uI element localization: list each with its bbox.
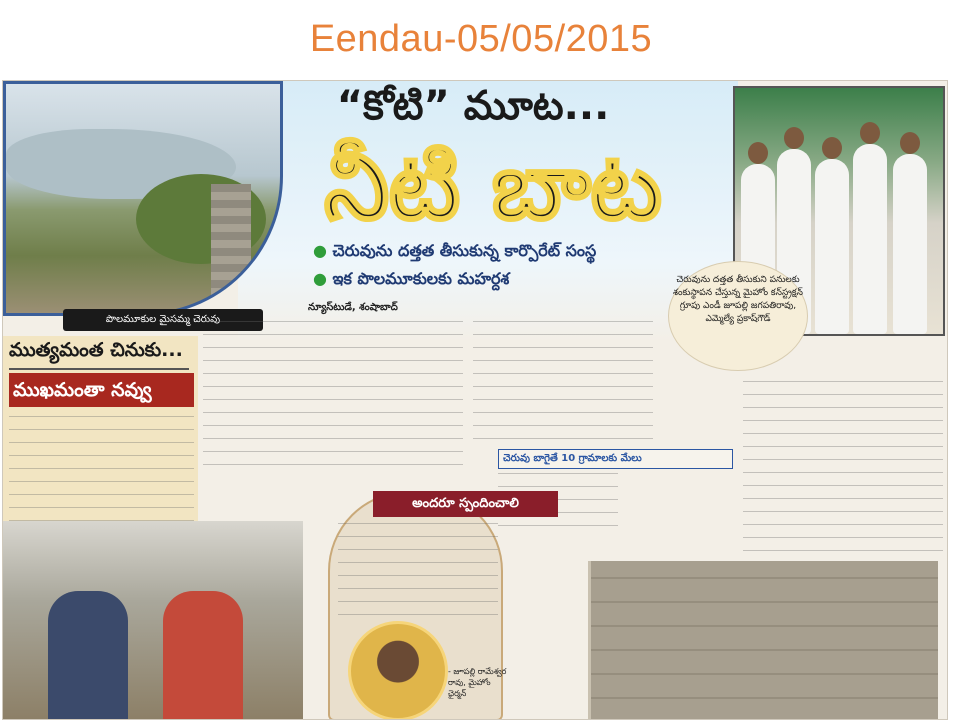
article-text-column-1 bbox=[203, 321, 463, 471]
ruins-photo bbox=[588, 561, 938, 720]
article-byline: న్యూస్‌టుడే, శంషాబాద్ bbox=[308, 302, 398, 313]
side-box-title-2: ముఖమంతా నవ్వు bbox=[9, 373, 194, 407]
headline-small: “కోటి” మూట... bbox=[336, 83, 610, 129]
child-figure bbox=[163, 591, 243, 720]
lake-photo bbox=[3, 81, 283, 316]
person-figure bbox=[815, 159, 849, 334]
person-figure bbox=[893, 154, 927, 334]
lake-photo-caption: పొలమూకుల మైసమ్మ చెరువు bbox=[63, 309, 263, 331]
side-box-text bbox=[9, 416, 194, 521]
side-box-title-1: ముత్యమంత చినుకు... bbox=[9, 339, 189, 370]
officials-photo-caption: చెరువును దత్తత తీసుకుని పనులకు శంకుస్థాపన చేస్తున్న మైహోం కన్‌స్ట్రక్షన్ గ్రూపు ఎండీ జూపల్లి జగపతిరావు, ఎమ్మెల్యే ప్రకాష్‌గౌడ్ bbox=[668, 261, 808, 371]
child-figure bbox=[48, 591, 128, 720]
lake-stone-wall bbox=[211, 184, 251, 304]
headline-bullet-1: ● చెరువును దత్తత తీసుకున్న కార్పొరేట్ సంస్థ bbox=[313, 241, 713, 264]
person-figure bbox=[853, 144, 887, 334]
children-photo bbox=[3, 521, 303, 720]
page-header-title: Eendau-05/05/2015 bbox=[309, 18, 653, 60]
article-text-column-2 bbox=[473, 321, 653, 441]
subhead-water: చెరువు బాగైతే 10 గ్రామాలకు మేలు bbox=[498, 449, 733, 469]
subhead-all-respond: అందరూ స్పందించాలి bbox=[373, 491, 558, 517]
portrait-photo bbox=[348, 621, 448, 720]
headline-big: నీటి బాట bbox=[324, 133, 662, 240]
newspaper-clipping bbox=[2, 80, 948, 720]
portrait-quote-text bbox=[338, 523, 498, 618]
portrait-caption: - జూపల్లి రామేశ్వర రావు, మైహోం ఛైర్మన్ bbox=[448, 667, 507, 698]
headline-bullet-2: ● ఇక పొలమూకులకు మహర్దశ bbox=[313, 269, 713, 292]
article-text-column-4 bbox=[743, 381, 943, 556]
